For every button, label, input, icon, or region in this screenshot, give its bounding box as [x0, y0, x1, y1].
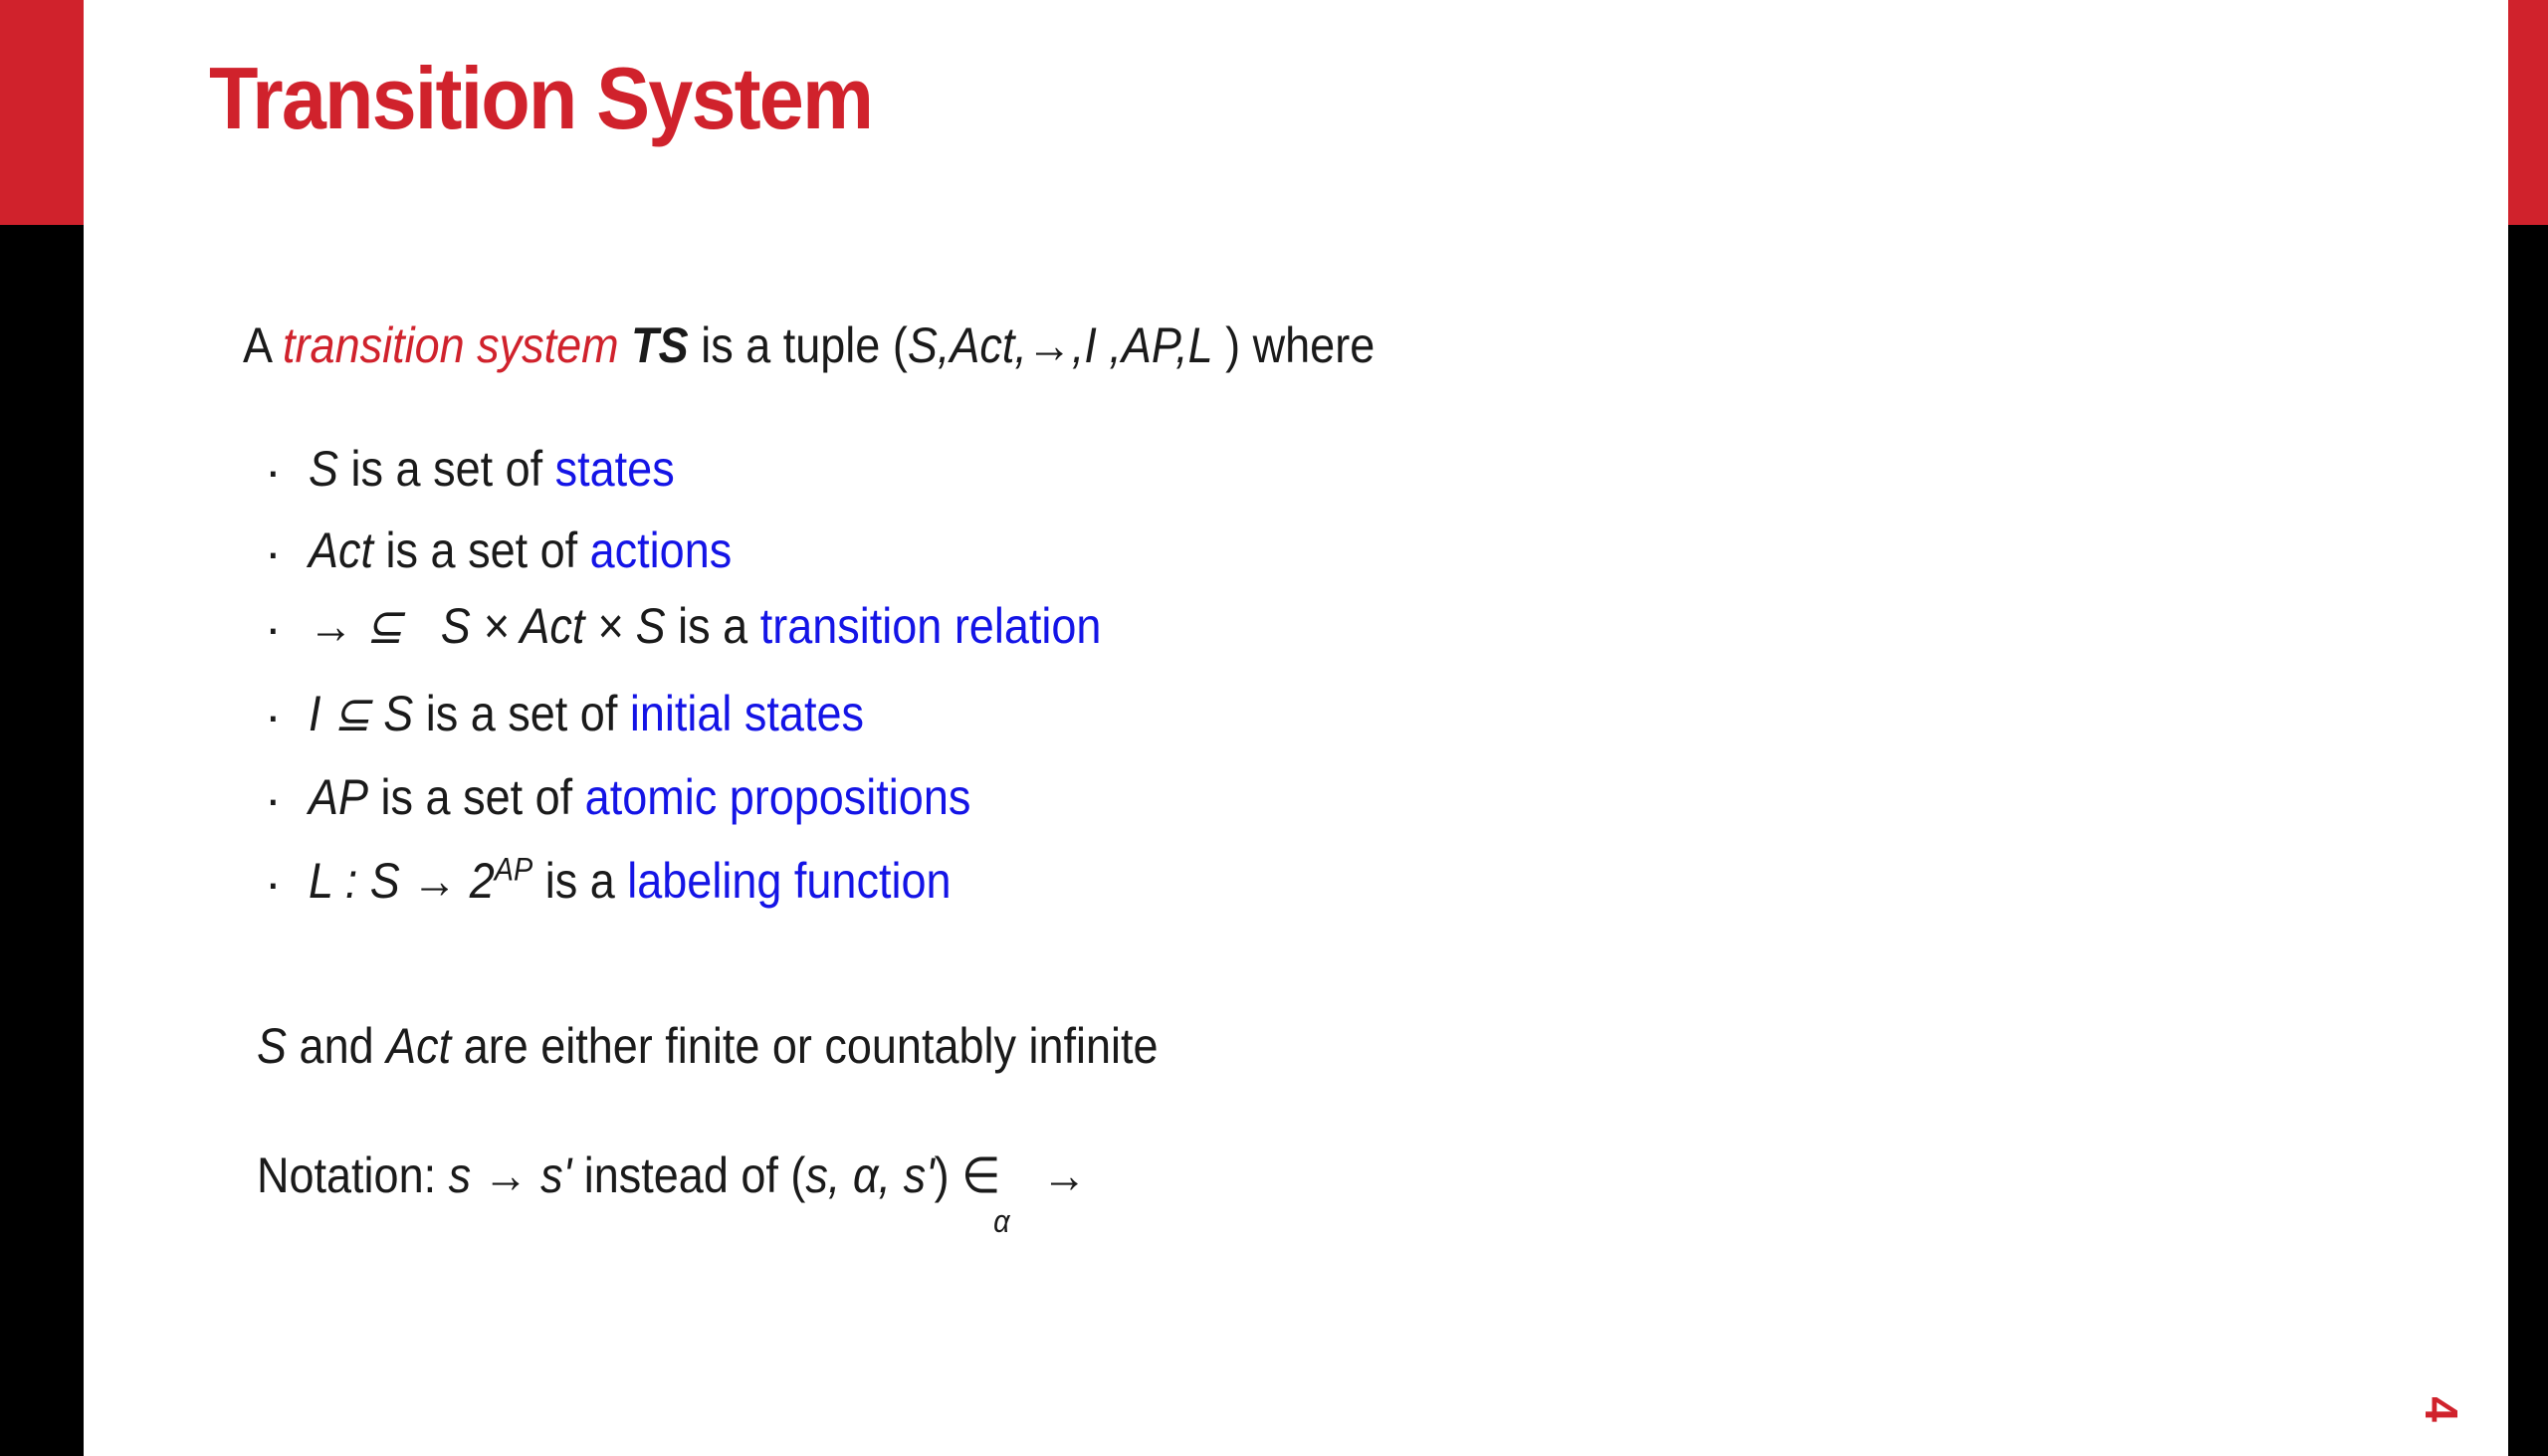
- bullet-dot: ·: [265, 443, 282, 499]
- right-accent-bar: [2508, 0, 2548, 225]
- slide: [84, 0, 2508, 1456]
- bullet-dot: ·: [265, 771, 282, 827]
- intro-ts: TS: [631, 317, 689, 373]
- bullet-actions: Act is a set of actions: [309, 522, 733, 578]
- bullet-initial-states: I ⊆ S is a set of initial states: [309, 686, 864, 741]
- bullet-labeling-function: L : $S \to 2^{AP}$ is a labeling function: [309, 851, 952, 909]
- bullet-dot: ·: [265, 524, 282, 580]
- notation-alpha-subscript: α: [993, 1203, 1010, 1239]
- intro-where: where: [1252, 317, 1376, 373]
- left-accent-bar: [0, 0, 84, 225]
- bullet-dot: ·: [265, 688, 282, 743]
- slide-title: Transition System: [209, 49, 873, 147]
- intro-line: [243, 316, 1375, 374]
- bullet-states: S is a set of states: [309, 441, 675, 497]
- notation-line: Notation: s → s' instead of (s, α, s') ∈ $_\alpha$ →: [257, 1147, 1087, 1239]
- page-number: 4: [2416, 1396, 2468, 1422]
- intro-is-tuple: is a tuple (: [701, 317, 908, 373]
- intro-a: A: [243, 317, 271, 373]
- finite-note: S and Act are either finite or countably infinite: [257, 1018, 1159, 1074]
- intro-term: transition system: [283, 317, 619, 373]
- intro-close: ): [1225, 317, 1241, 373]
- bullet-atomic-propositions: AP is a set of atomic propositions: [309, 769, 971, 825]
- bullet-transition-relation: → ⊆ S × Act × S is a transition relation: [309, 598, 1102, 654]
- intro-tuple: S,Act,→,I ,AP,L: [907, 317, 1213, 373]
- slide-content: [84, 0, 2508, 1456]
- bullet-dot: ·: [265, 855, 282, 911]
- bullet-dot: ·: [265, 600, 282, 656]
